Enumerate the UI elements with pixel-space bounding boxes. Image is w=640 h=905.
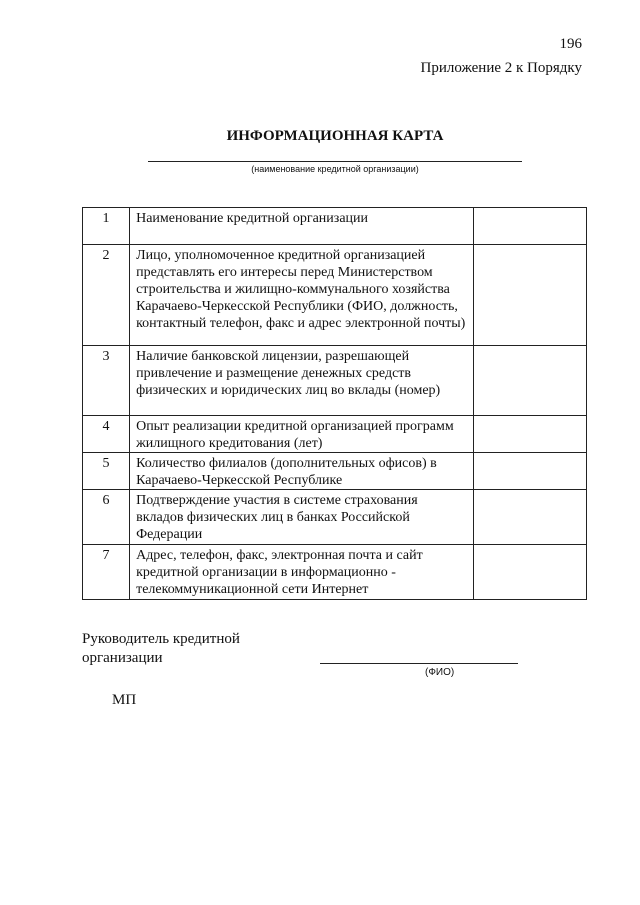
table-row xyxy=(83,346,587,416)
table-row xyxy=(83,490,587,545)
row-number: 2 xyxy=(83,245,130,346)
row-number: 1 xyxy=(83,208,130,245)
page-number: 196 xyxy=(559,36,582,52)
row-label: Подтверждение участия в системе страхования вкладов физических лиц в банках Российской Федерации xyxy=(130,490,474,545)
stamp-placeholder: МП xyxy=(112,692,137,708)
document-title: ИНФОРМАЦИОННАЯ КАРТА xyxy=(226,128,444,144)
info-table xyxy=(82,207,587,600)
row-value xyxy=(473,490,586,545)
table-row xyxy=(83,453,587,490)
row-number: 3 xyxy=(83,346,130,416)
org-name-caption: (наименование кредитной организации) xyxy=(251,164,419,174)
row-value xyxy=(473,208,586,245)
row-label: Опыт реализации кредитной организацией программ жилищного кредитования (лет) xyxy=(130,416,474,453)
row-number: 7 xyxy=(83,545,130,600)
row-label: Наличие банковской лицензии, разрешающей привлечение и размещение денежных средств физических и юридических лиц во вклады (номер) xyxy=(130,346,474,416)
fio-signature-line xyxy=(320,663,518,664)
row-label: Наименование кредитной организации xyxy=(130,208,474,245)
row-number: 4 xyxy=(83,416,130,453)
table-row xyxy=(83,416,587,453)
row-label: Количество филиалов (дополнительных офисов) в Карачаево-Черкесской Республике xyxy=(130,453,474,490)
appendix-label: Приложение 2 к Порядку xyxy=(420,60,582,76)
table-row xyxy=(83,545,587,600)
row-value xyxy=(473,416,586,453)
fio-caption: (ФИО) xyxy=(425,667,455,678)
row-number: 6 xyxy=(83,490,130,545)
row-value xyxy=(473,453,586,490)
table-row xyxy=(83,208,587,245)
head-of-organization-label: Руководитель кредитной организации xyxy=(82,631,240,666)
row-value xyxy=(473,545,586,600)
row-value xyxy=(473,346,586,416)
row-label: Адрес, телефон, факс, электронная почта и сайт кредитной организации в информационно - телекоммуникационной сети Интернет xyxy=(130,545,474,600)
row-label: Лицо, уполномоченное кредитной организацией представлять его интересы перед Министерством строительства и жилищно-коммунального хозяйства Карачаево-Черкесской Республики (ФИО, должность, контактный телефон, факс и адрес электронной почты) xyxy=(130,245,474,346)
row-number: 5 xyxy=(83,453,130,490)
org-name-line xyxy=(148,161,522,162)
table-row xyxy=(83,245,587,346)
row-value xyxy=(473,245,586,346)
